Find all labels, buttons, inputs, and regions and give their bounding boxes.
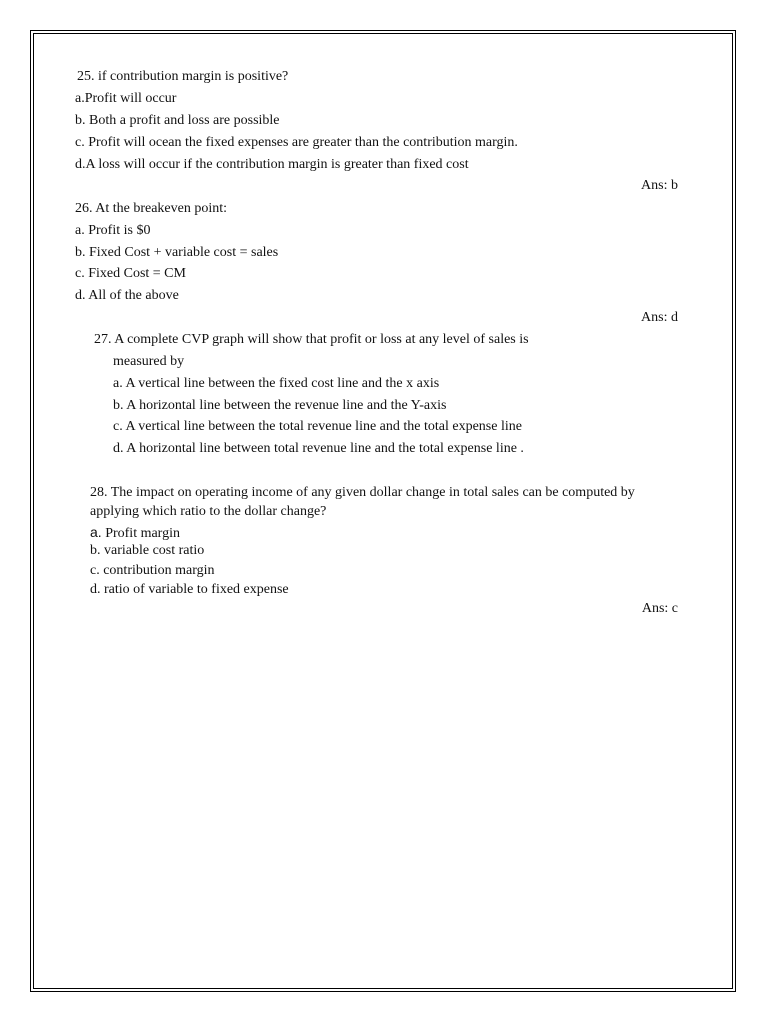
question-28-option-a <box>90 524 180 542</box>
question-26-answer: Ans: d <box>641 310 678 325</box>
question-28-answer: Ans: c <box>641 601 678 616</box>
question-25-option-a: a.Profit will occur <box>75 91 177 106</box>
question-28-option-b: b. variable cost ratio <box>90 543 205 558</box>
question-27-stem-line-2: measured by <box>113 354 185 369</box>
question-28-stem-line-2: applying which ratio to the dollar change? <box>90 504 327 519</box>
question-28-stem-line-1: 28. The impact on operating income of any given dollar change in total sales can be computed by <box>90 485 635 500</box>
question-28-option-a-letter: a. <box>90 524 102 540</box>
question-28-option-d: d. ratio of variable to fixed expense <box>90 582 289 597</box>
question-25-answer: Ans: b <box>641 178 678 193</box>
question-25-option-c: c. Profit will ocean the fixed expenses are greater than the contribution margin. <box>75 135 518 150</box>
question-26-stem: 26. At the breakeven point: <box>75 201 228 216</box>
question-27-option-b: b. A horizontal line between the revenue line and the Y-axis <box>113 398 447 413</box>
question-26-option-a: a. Profit is $0 <box>75 223 151 238</box>
question-26-option-b: b. Fixed Cost + variable cost = sales <box>75 245 279 260</box>
question-26-option-d: d. All of the above <box>75 288 179 303</box>
question-26-option-c: c. Fixed Cost = CM <box>75 266 186 281</box>
question-28-option-a-text: Profit margin <box>101 526 180 541</box>
question-27-option-d: d. A horizontal line between total revenue line and the total expense line . <box>113 441 524 456</box>
question-27-option-c: c. A vertical line between the total revenue line and the total expense line <box>113 419 522 434</box>
question-27-stem-line-1: 27. A complete CVP graph will show that profit or loss at any level of sales is <box>94 332 529 347</box>
question-28-option-c: c. contribution margin <box>90 563 215 578</box>
question-25-stem: 25. if contribution margin is positive? <box>77 69 289 84</box>
question-27-option-a: a. A vertical line between the fixed cost line and the x axis <box>113 376 440 391</box>
question-25-option-b: b. Both a profit and loss are possible <box>75 113 280 128</box>
question-25-option-d: d.A loss will occur if the contribution margin is greater than fixed cost <box>75 157 469 172</box>
